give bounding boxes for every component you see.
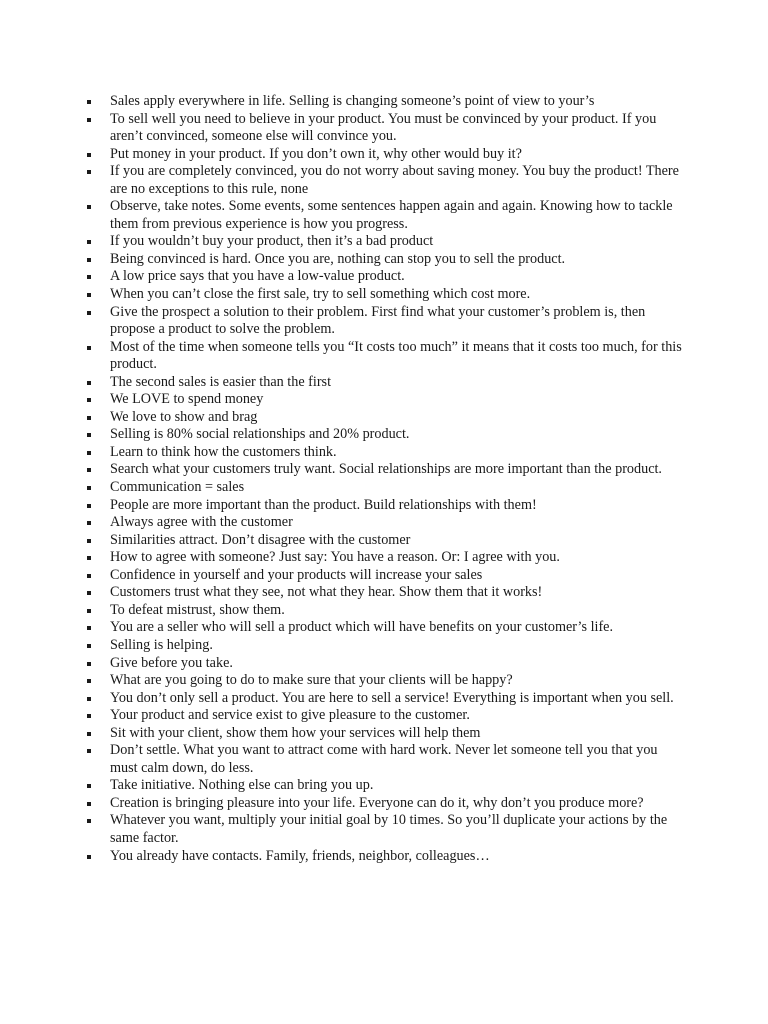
list-item bbox=[87, 690, 687, 708]
list-item-text: Most of the time when someone tells you “It costs too much” it means that it costs too much, for this product. bbox=[110, 338, 682, 373]
square-bullet-icon bbox=[87, 170, 91, 174]
square-bullet-icon bbox=[87, 626, 91, 630]
square-bullet-icon bbox=[87, 275, 91, 279]
square-bullet-icon bbox=[87, 100, 91, 104]
list-item-text: Always agree with the customer bbox=[110, 514, 293, 531]
list-item-text: A low price says that you have a low-value product. bbox=[110, 268, 405, 285]
list-item-text: Your product and service exist to give pleasure to the customer. bbox=[110, 707, 470, 724]
list-item-text: How to agree with someone? Just say: You have a reason. Or: I agree with you. bbox=[110, 549, 560, 566]
list-item bbox=[87, 409, 687, 427]
list-item bbox=[87, 233, 687, 251]
list-item bbox=[87, 497, 687, 515]
list-item-text: If you are completely convinced, you do not worry about saving money. You buy the product! There are no exceptions to this rule, none bbox=[110, 163, 679, 197]
square-bullet-icon bbox=[87, 697, 91, 701]
list-item bbox=[87, 93, 687, 111]
list-item bbox=[87, 672, 687, 690]
list-item bbox=[87, 602, 687, 620]
square-bullet-icon bbox=[87, 591, 91, 595]
square-bullet-icon bbox=[87, 311, 91, 315]
list-item bbox=[87, 163, 687, 198]
list-item bbox=[87, 532, 687, 550]
list-item-text: Take initiative. Nothing else can bring you up. bbox=[110, 777, 374, 794]
square-bullet-icon bbox=[87, 381, 91, 385]
list-item bbox=[87, 339, 687, 374]
list-item-text: Being convinced is hard. Once you are, nothing can stop you to sell the product. bbox=[110, 250, 566, 267]
bullet-list bbox=[87, 93, 687, 865]
list-item-text: Put money in your product. If you don’t own it, why other would buy it? bbox=[110, 145, 522, 162]
square-bullet-icon bbox=[87, 819, 91, 823]
square-bullet-icon bbox=[87, 468, 91, 472]
list-item bbox=[87, 795, 687, 813]
list-item-text: Sales apply everywhere in life. Selling is changing someone’s point of view to your’s bbox=[110, 93, 595, 109]
list-item bbox=[87, 286, 687, 304]
list-item bbox=[87, 198, 687, 233]
square-bullet-icon bbox=[87, 732, 91, 736]
square-bullet-icon bbox=[87, 240, 91, 244]
square-bullet-icon bbox=[87, 855, 91, 859]
list-item bbox=[87, 848, 687, 866]
list-item-text: If you wouldn’t buy your product, then it’s a bad product bbox=[110, 233, 434, 250]
list-item bbox=[87, 567, 687, 585]
list-item-text: Whatever you want, multiply your initial goal by 10 times. So you’ll duplicate your actions by the same factor. bbox=[110, 812, 668, 846]
square-bullet-icon bbox=[87, 398, 91, 402]
list-item bbox=[87, 584, 687, 602]
list-item-text: Communication = sales bbox=[110, 479, 245, 496]
list-item bbox=[87, 655, 687, 673]
list-item bbox=[87, 146, 687, 164]
list-item-text: We love to show and brag bbox=[110, 408, 258, 425]
list-item bbox=[87, 742, 687, 777]
square-bullet-icon bbox=[87, 258, 91, 262]
square-bullet-icon bbox=[87, 644, 91, 648]
square-bullet-icon bbox=[87, 153, 91, 157]
square-bullet-icon bbox=[87, 662, 91, 666]
square-bullet-icon bbox=[87, 802, 91, 806]
list-item-text: The second sales is easier than the first bbox=[110, 373, 332, 390]
list-item bbox=[87, 461, 687, 479]
list-item-text: Confidence in yourself and your products will increase your sales bbox=[110, 566, 483, 583]
list-item bbox=[87, 444, 687, 462]
square-bullet-icon bbox=[87, 433, 91, 437]
list-item bbox=[87, 725, 687, 743]
list-item-text: Similarities attract. Don’t disagree with the customer bbox=[110, 531, 411, 548]
list-item-text: Don’t settle. What you want to attract come with hard work. Never let someone tell you that you must calm down, do less. bbox=[110, 742, 658, 776]
list-item bbox=[87, 251, 687, 269]
square-bullet-icon bbox=[87, 521, 91, 525]
list-item-text: Creation is bringing pleasure into your life. Everyone can do it, why don’t you produce more? bbox=[110, 794, 644, 811]
square-bullet-icon bbox=[87, 205, 91, 209]
list-item bbox=[87, 374, 687, 392]
list-item-text: Selling is helping. bbox=[110, 636, 213, 653]
square-bullet-icon bbox=[87, 784, 91, 788]
list-item-text: Learn to think how the customers think. bbox=[110, 443, 337, 460]
square-bullet-icon bbox=[87, 749, 91, 753]
square-bullet-icon bbox=[87, 609, 91, 613]
list-item-text: Customers trust what they see, not what they hear. Show them that it works! bbox=[110, 584, 543, 601]
square-bullet-icon bbox=[87, 346, 91, 350]
square-bullet-icon bbox=[87, 416, 91, 420]
list-item-text: To sell well you need to believe in your product. You must be convinced by your product. If you aren’t convinced, someone else will convince you. bbox=[110, 110, 657, 145]
square-bullet-icon bbox=[87, 539, 91, 543]
list-item-text: What are you going to do to make sure that your clients will be happy? bbox=[110, 672, 513, 689]
list-item-text: Observe, take notes. Some events, some sentences happen again and again. Knowing how to tackle them from previous experience is how you progress. bbox=[110, 198, 673, 232]
list-item-text: When you can’t close the first sale, try to sell something which cost more. bbox=[110, 286, 531, 303]
list-item bbox=[87, 619, 687, 637]
list-item bbox=[87, 111, 687, 146]
list-item-text: To defeat mistrust, show them. bbox=[110, 601, 285, 618]
list-item bbox=[87, 304, 687, 339]
square-bullet-icon bbox=[87, 679, 91, 683]
list-item-text: Give the prospect a solution to their problem. First find what your customer’s problem is, then propose a product to solve the problem. bbox=[110, 303, 646, 338]
list-item bbox=[87, 637, 687, 655]
list-item bbox=[87, 707, 687, 725]
square-bullet-icon bbox=[87, 504, 91, 508]
list-item bbox=[87, 426, 687, 444]
list-item bbox=[87, 549, 687, 567]
list-item-text: You are a seller who will sell a product which will have benefits on your customer’s life. bbox=[110, 619, 614, 636]
square-bullet-icon bbox=[87, 118, 91, 122]
square-bullet-icon bbox=[87, 486, 91, 490]
square-bullet-icon bbox=[87, 556, 91, 560]
list-item bbox=[87, 391, 687, 409]
list-item-text: You already have contacts. Family, friends, neighbor, colleagues… bbox=[110, 847, 490, 864]
list-item-text: Search what your customers truly want. Social relationships are more important than the product. bbox=[110, 461, 662, 478]
list-item bbox=[87, 777, 687, 795]
list-item-text: Give before you take. bbox=[110, 654, 233, 671]
list-item bbox=[87, 812, 687, 847]
list-item bbox=[87, 268, 687, 286]
list-item-text: You don’t only sell a product. You are here to sell a service! Everything is important when you sell. bbox=[110, 689, 674, 706]
list-item-text: People are more important than the product. Build relationships with them! bbox=[110, 496, 537, 513]
square-bullet-icon bbox=[87, 714, 91, 718]
list-item-text: Sit with your client, show them how your services will help them bbox=[110, 724, 481, 741]
square-bullet-icon bbox=[87, 451, 91, 455]
list-item bbox=[87, 514, 687, 532]
list-item-text: We LOVE to spend money bbox=[110, 391, 264, 408]
list-item bbox=[87, 479, 687, 497]
list-item-text: Selling is 80% social relationships and 20% product. bbox=[110, 426, 410, 443]
square-bullet-icon bbox=[87, 574, 91, 578]
square-bullet-icon bbox=[87, 293, 91, 297]
